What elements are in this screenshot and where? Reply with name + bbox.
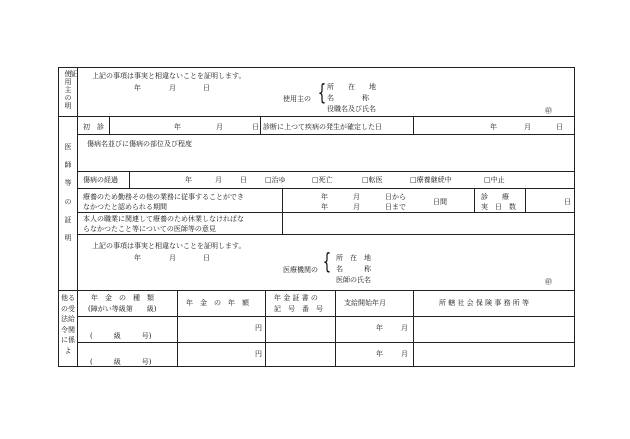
doctor-date-month: 月 (169, 254, 176, 262)
first-visit-month: 月 (216, 123, 223, 131)
leave-from-year: 年 (321, 193, 328, 201)
disease-label: 傷病名並びに傷病の部位及び程度 (87, 140, 192, 148)
pension-col-2 (265, 290, 266, 367)
label-column-divider (77, 67, 78, 367)
first-visit-label: 初 診 (83, 123, 104, 131)
treatment-days-unit: 日 (564, 198, 571, 206)
employer-field-address: 所 在 地 (327, 83, 376, 91)
progress-divider (129, 171, 130, 188)
employer-seal-mark: ㊞ (545, 107, 552, 115)
pension-amount-header: 年 金 の 年 額 (186, 299, 249, 307)
employer-statement: 上記の事項は事実と相違ないことを証明します。 (92, 72, 246, 80)
pension-col-1 (177, 290, 178, 367)
employer-brace: { (317, 81, 327, 106)
pension-kind-header-line1: 年 金 の 種 類 (91, 294, 154, 302)
doctor-date-day: 日 (203, 254, 210, 262)
row-divider-5 (77, 234, 575, 235)
pension-col-4 (413, 290, 414, 367)
doctor-statement: 上記の事項は事実と相違ないことを証明します。 (92, 242, 246, 250)
leave-divider-3 (525, 188, 526, 212)
pension-row-divider (77, 342, 575, 343)
pension-cert-header-line1: 年 金 証 書 の (274, 294, 318, 302)
treatment-days-label-line2: 実 日 数 (481, 203, 516, 211)
progress-option-cured[interactable]: □治ゆ (265, 176, 286, 184)
row-divider-2 (77, 171, 575, 172)
employer-field-representative: 役職名及び氏名 (327, 105, 376, 113)
employer-date-year: 年 (134, 84, 141, 92)
onset-month: 月 (524, 123, 531, 131)
leave-to-month: 月 (353, 203, 360, 211)
pension-office-header: 所 轄 社 会 保 険 事 務 所 等 (439, 299, 530, 307)
institution-brace: { (322, 250, 332, 275)
employer-date-month: 月 (169, 84, 176, 92)
progress-year: 年 (185, 176, 192, 184)
leave-label-line1: 療養のため勤務その他の業務に従事することができ (83, 193, 244, 201)
employer-label: 使用主の (283, 95, 311, 103)
pension-col-3 (335, 290, 336, 367)
pension-row2-grade: ( 級 号) (90, 358, 152, 366)
leave-divider-1 (282, 188, 283, 212)
row-divider-1 (77, 134, 575, 135)
first-visit-year: 年 (174, 123, 181, 131)
progress-label: 傷病の経過 (83, 176, 118, 184)
leave-to-year: 年 (321, 203, 328, 211)
leave-from-month: 月 (353, 193, 360, 201)
employer-side-label: 使 用 主 の 証 明 (64, 70, 77, 111)
leave-from-day: 日から (385, 193, 406, 201)
institution-field-name: 名 称 (336, 265, 371, 273)
progress-day: 日 (240, 176, 247, 184)
onset-year: 年 (490, 123, 497, 131)
progress-option-death[interactable]: □死亡 (312, 176, 333, 184)
progress-option-stopped[interactable]: □中止 (484, 176, 505, 184)
pension-start-header: 支給開始年月 (344, 299, 386, 307)
onset-divider-left (260, 116, 261, 134)
leave-days-unit: 日間 (433, 198, 447, 206)
doctor-date-year: 年 (134, 254, 141, 262)
pension-kind-header-line2: (障がい等級第 級) (88, 305, 157, 313)
institution-field-doctor: 医師の氏名 (336, 276, 371, 284)
leave-to-day: 日まで (385, 203, 406, 211)
onset-divider-right (413, 116, 414, 134)
pension-row1-year: 年 (376, 324, 383, 332)
row-divider-3 (77, 188, 575, 189)
first-visit-day: 日 (252, 123, 259, 131)
pension-row2-yen: 円 (255, 350, 262, 358)
pension-row2-year: 年 (376, 350, 383, 358)
leave-divider-2 (474, 188, 475, 212)
row-divider-4 (77, 212, 575, 213)
pension-row1-yen: 円 (255, 324, 262, 332)
progress-month: 月 (215, 176, 222, 184)
employer-section-bottom (58, 116, 575, 117)
employer-date-day: 日 (203, 84, 210, 92)
first-visit-divider (109, 116, 110, 134)
institution-label: 医療機関の (283, 266, 318, 274)
progress-option-continuing[interactable]: □療養継続中 (410, 176, 452, 184)
pension-cert-header-line2: 記 号 番 号 (274, 305, 323, 313)
treatment-days-label-line1: 診 療 (481, 193, 509, 201)
pension-row2-month: 月 (401, 350, 408, 358)
opinion-label-line2: らなかつたこと等についての医師等の意見 (83, 225, 216, 233)
pension-row1-grade: ( 級 号) (90, 332, 152, 340)
pension-header-bottom (77, 316, 575, 317)
pension-row1-month: 月 (401, 324, 408, 332)
opinion-divider (282, 212, 283, 234)
onset-day: 日 (556, 123, 563, 131)
leave-label-line2: なかつたと認められる期間 (83, 203, 167, 211)
employer-field-name: 名 称 (327, 94, 369, 102)
institution-field-address: 所 在 地 (336, 254, 371, 262)
opinion-label-line1: 本人の職業に関連して療養のため休業しなければな (83, 215, 244, 223)
onset-label: 診断に上つて疾病の発生が確定した日 (263, 123, 382, 131)
doctor-side-label: 医 師 等 の 証 明 (64, 143, 72, 242)
doctor-section-bottom (58, 290, 575, 291)
progress-option-transfer[interactable]: □転医 (362, 176, 383, 184)
doctor-seal-mark: ㊞ (545, 278, 552, 286)
pension-side-label: 他る の受 法給 令関 に係 よ (61, 294, 75, 355)
